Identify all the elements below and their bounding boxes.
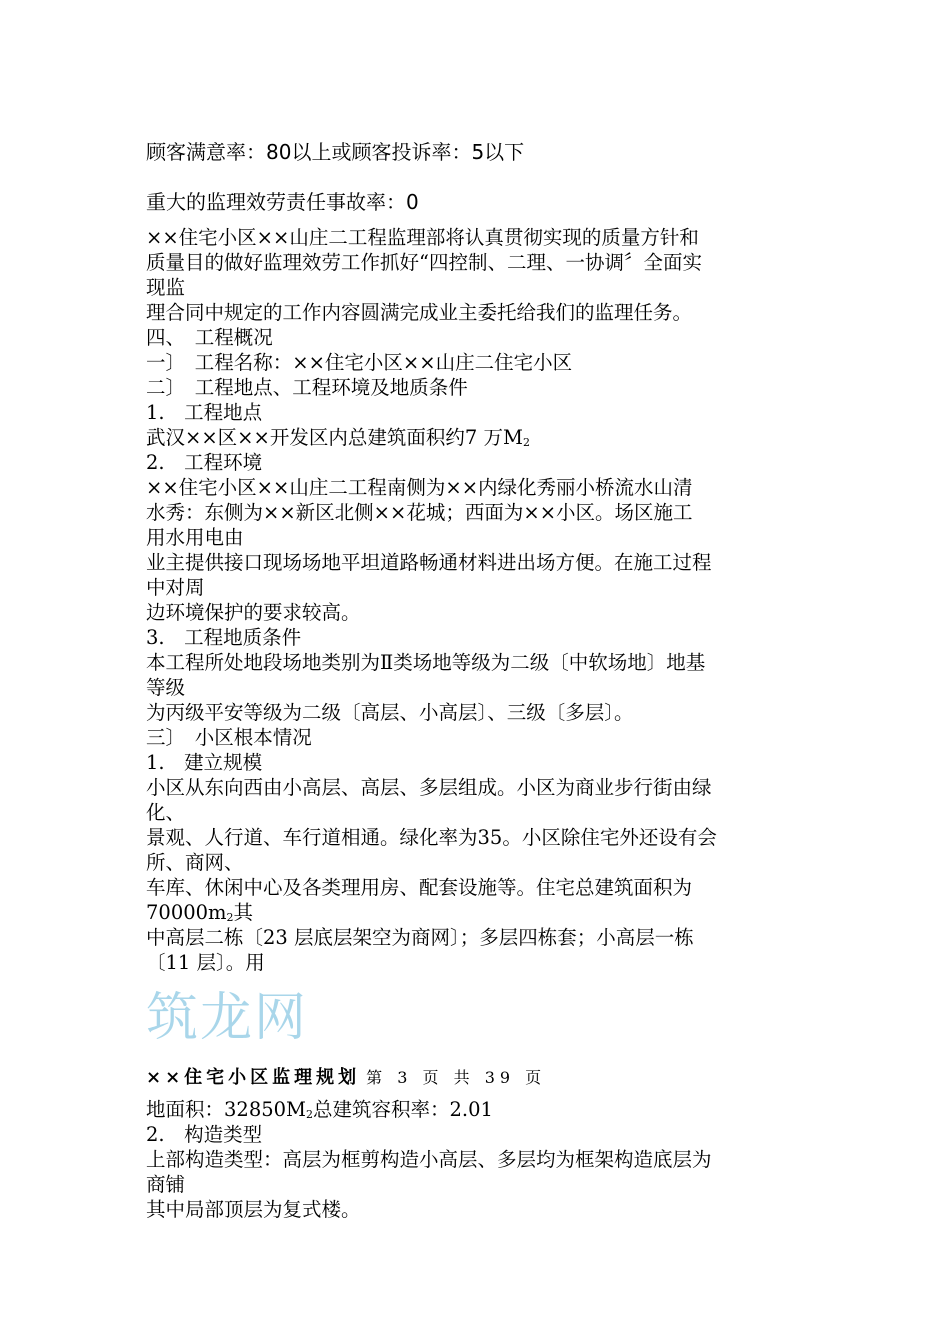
page-footer xyxy=(146,1063,546,1089)
text-line: 〔11 层〕。用 xyxy=(146,951,265,974)
text-line: 理合同中规定的工作内容圆满完成业主委托给我们的监理任务。 xyxy=(146,301,693,324)
footer-page-info: 第 3 页 共 39 页 xyxy=(366,1068,547,1087)
text-line xyxy=(146,1097,493,1125)
text-line: 3. 工程地质条件 xyxy=(146,626,302,649)
section-heading: 四、 工程概况 xyxy=(146,326,273,349)
text-line: 中对周 xyxy=(146,576,205,599)
accident-rate-line: 重大的监理效劳责任事故率：0 xyxy=(146,190,419,214)
text-line: 2. 工程环境 xyxy=(146,451,263,474)
text-line: 车库、休闲中心及各类理用房、配套设施等。住宅总建筑面积为 xyxy=(146,876,693,899)
text-line: 质量目的做好监理效劳工作抓好“四控制、二理、一协调〞全面实 xyxy=(146,251,702,274)
text-line: ××住宅小区××山庄二工程监理部将认真贯彻实现的质量方针和 xyxy=(146,226,699,249)
text-line: 商铺 xyxy=(146,1173,186,1196)
text-line: 三〕 小区根本情况 xyxy=(146,726,312,749)
area-text: 武汉××区××开发区内总建筑面积约7 万M xyxy=(146,426,523,449)
text-line: 本工程所处地段场地类别为Ⅱ类场地等级为二级〔中软场地〕地基 xyxy=(146,651,706,674)
text-line: 为丙级平安等级为二级〔高层、小高层〕、三级〔多层〕。 xyxy=(146,701,634,724)
text-line: 化、 xyxy=(146,801,186,824)
text-line: 一〕 工程名称：××住宅小区××山庄二住宅小区 xyxy=(146,351,573,374)
text-line xyxy=(146,900,253,928)
text-line: 现监 xyxy=(146,276,186,299)
text-line: 中高层二栋〔23 层底层架空为商网〕；多层四栋套；小高层一栋 xyxy=(146,926,694,949)
subscript: 2 xyxy=(522,436,530,449)
text-line: 所、商网、 xyxy=(146,851,244,874)
text-line xyxy=(146,425,530,453)
watermark-logo: 筑龙网 xyxy=(146,988,309,1048)
area-text: 70000m xyxy=(146,901,227,924)
text-line: 上部构造类型：高层为框剪构造小高层、多层均为框架构造底层为 xyxy=(146,1148,712,1171)
text-line: 边环境保护的要求较高。 xyxy=(146,601,361,624)
text-line: 其中局部顶层为复式楼。 xyxy=(146,1198,361,1221)
text-line: 水秀：东侧为××新区北侧××花城；西面为××小区。场区施工 xyxy=(146,501,693,524)
satisfaction-target-line: 顾客满意率：80以上或顾客投诉率：5以下 xyxy=(146,140,525,164)
text-line: 等级 xyxy=(146,676,186,699)
text-line: ××住宅小区××山庄二工程南侧为××内绿化秀丽小桥流水山清 xyxy=(146,476,693,499)
subscript: 2 xyxy=(306,1108,313,1121)
footer-title: ××住宅小区监理规划 xyxy=(146,1067,361,1088)
text-line: 业主提供接口现场场地平坦道路畅通材料进出场方便。在施工过程 xyxy=(146,551,712,574)
text-line: 2. 构造类型 xyxy=(146,1123,263,1146)
text-line: 1. 建立规模 xyxy=(146,751,263,774)
plot-ratio-text: 总建筑容积率：2.01 xyxy=(313,1098,493,1121)
site-area-text: 地面积：32850M xyxy=(146,1098,306,1121)
text-line: 小区从东向西由小高层、高层、多层组成。小区为商业步行街由绿 xyxy=(146,776,712,799)
text-line: 1. 工程地点 xyxy=(146,401,263,424)
text-line: 二〕 工程地点、工程环境及地质条件 xyxy=(146,376,468,399)
trailing-text: 其 xyxy=(233,901,254,924)
text-line: 用水用电由 xyxy=(146,526,244,549)
text-line: 景观、人行道、车行道相通。绿化率为35。小区除住宅外还设有会 xyxy=(146,826,717,849)
subscript: 2 xyxy=(226,911,234,924)
